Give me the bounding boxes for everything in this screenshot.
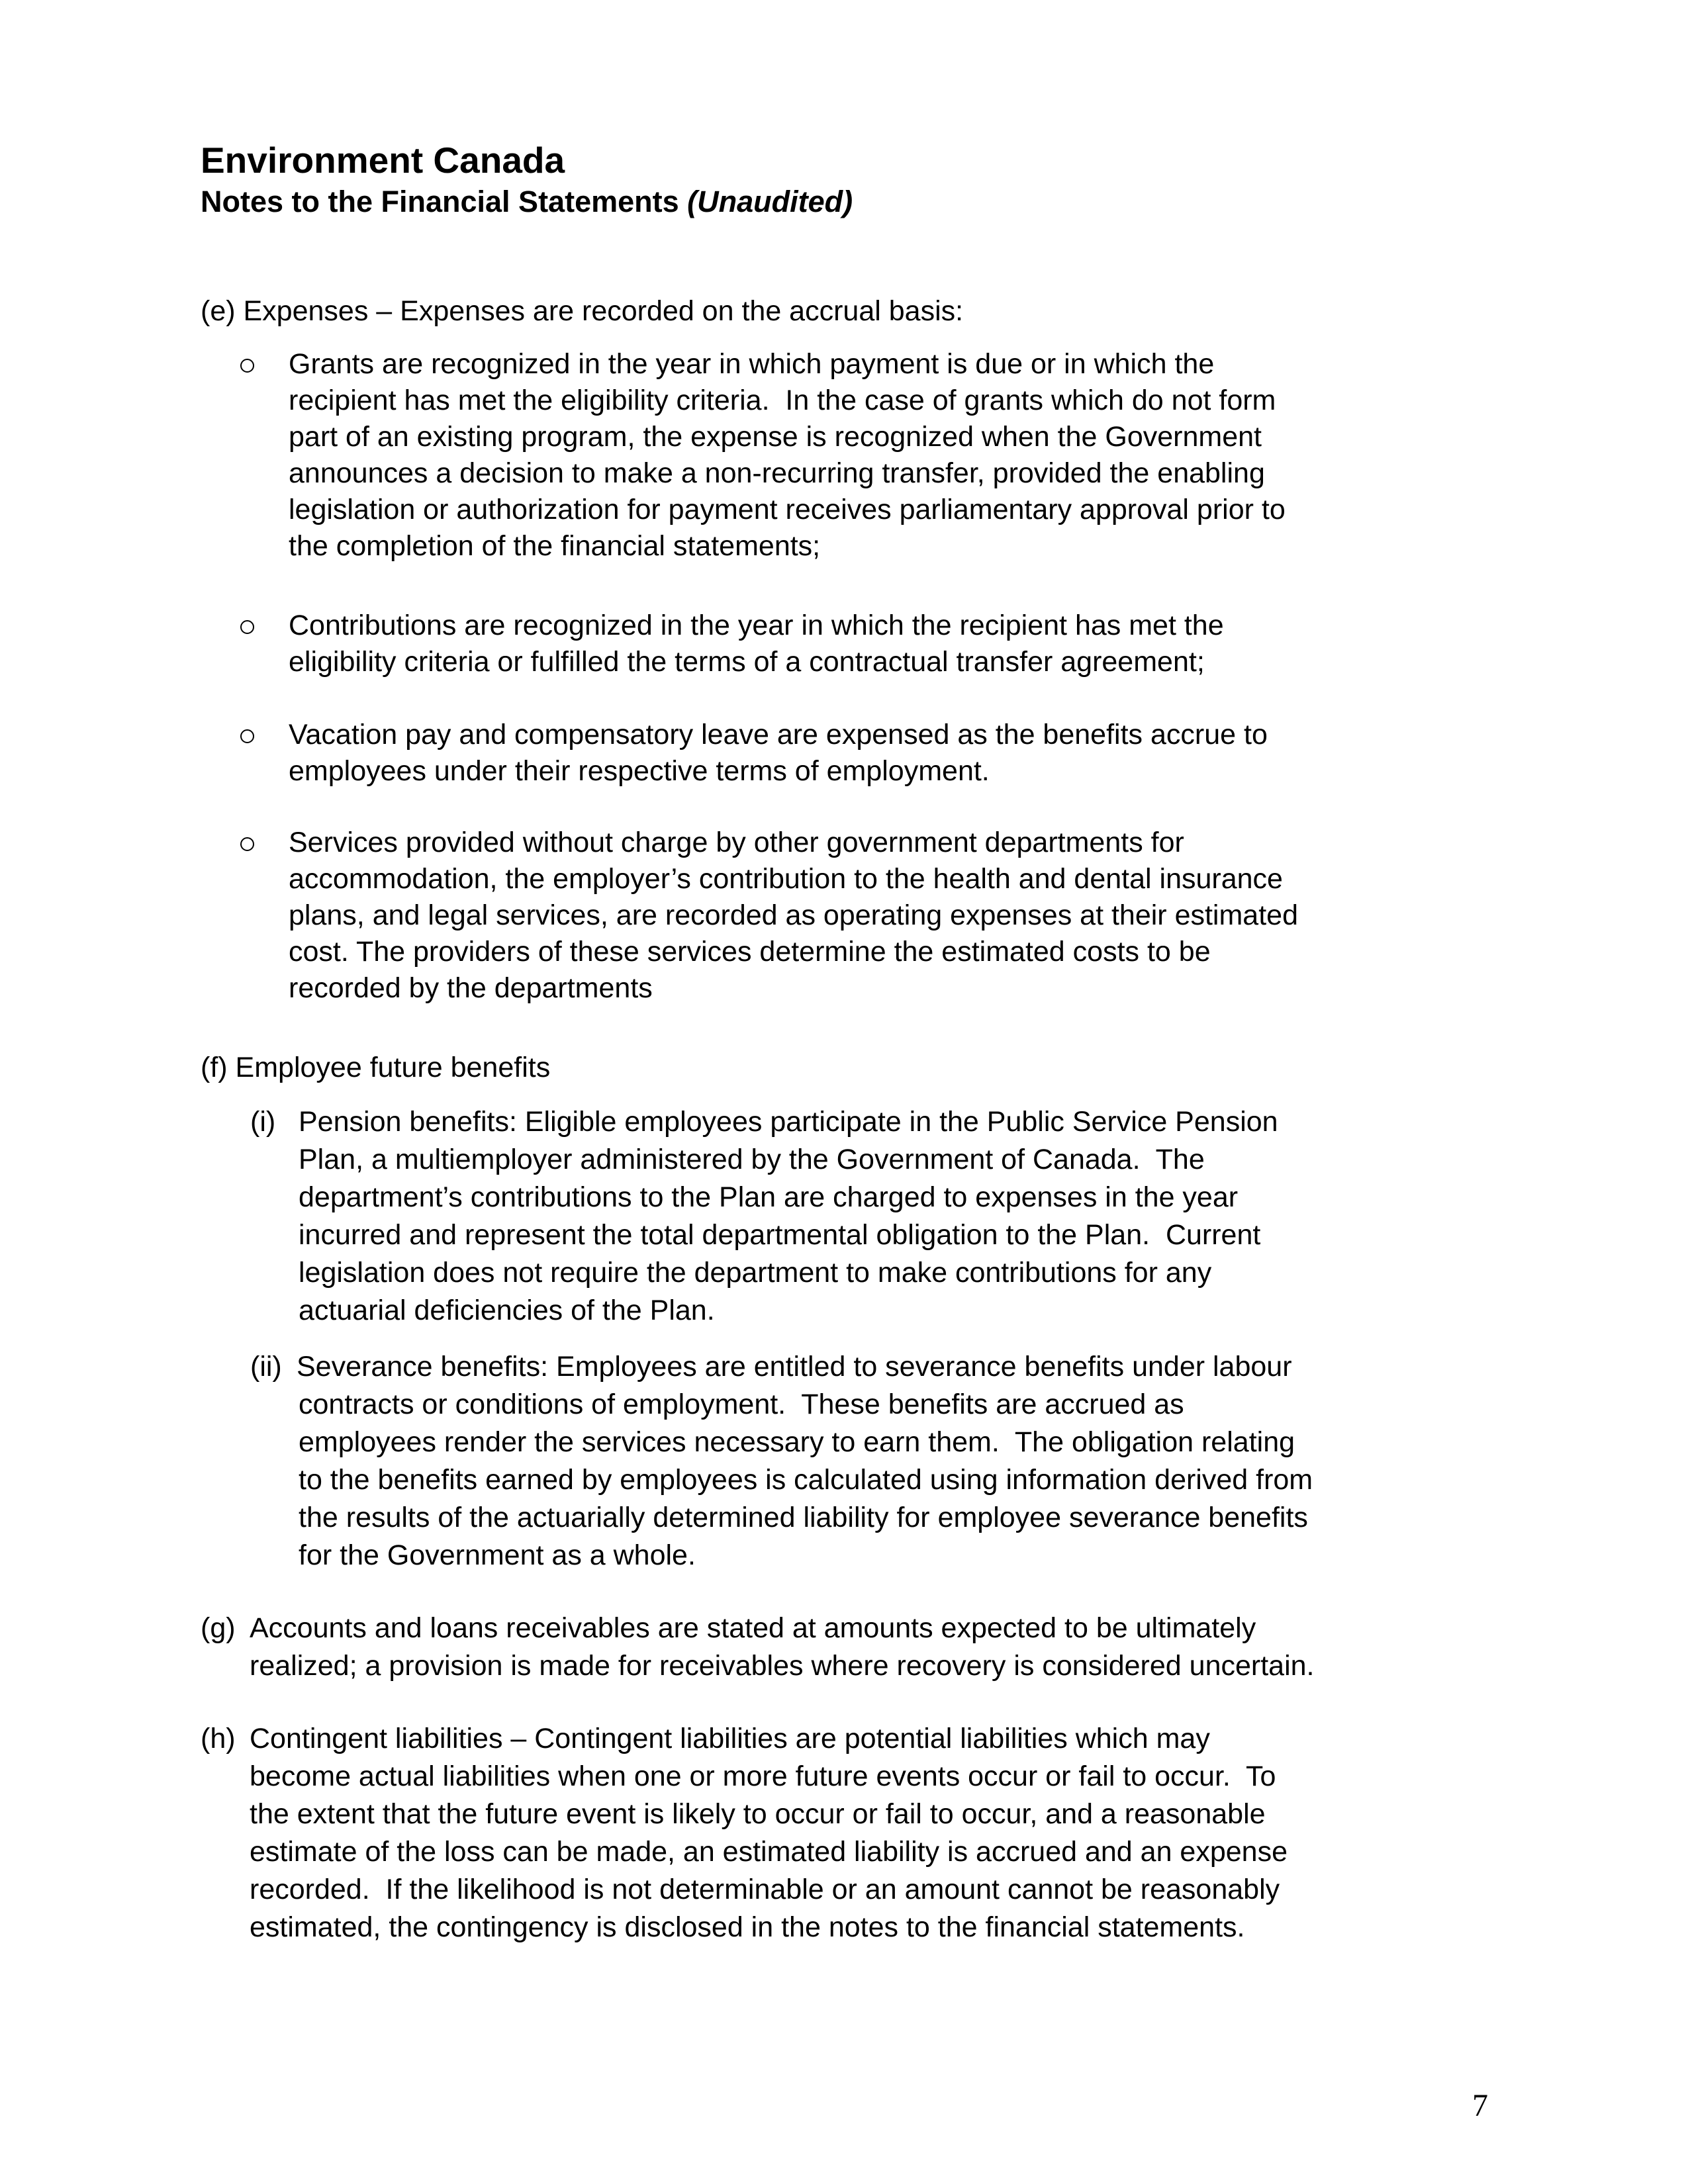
item-line: contracts or conditions of employment. These benefits are accrued as — [299, 1388, 1184, 1420]
item-line: department’s contributions to the Plan are charged to expenses in the year — [299, 1181, 1239, 1213]
section-marker: (h) — [201, 1723, 236, 1754]
section-line: estimate of the loss can be made, an estimated liability is accrued and an expense — [250, 1836, 1288, 1868]
section-line: Contingent liabilities – Contingent liabilities are potential liabilities which may — [250, 1723, 1210, 1754]
hollow-circle-bullet-icon — [240, 359, 254, 373]
document-subtitle — [201, 187, 853, 216]
item-line: the results of the actuarially determined liability for employee severance benefits — [299, 1502, 1308, 1533]
bullet-line: Services provided without charge by other government departments for — [289, 827, 1184, 858]
bullet-line: recipient has met the eligibility criteria. In the case of grants which do not form — [289, 385, 1276, 416]
bullet-line: eligibility criteria or fulfilled the terms of a contractual transfer agreement; — [289, 646, 1205, 678]
section-heading: (f) Employee future benefits — [201, 1052, 551, 1083]
item-line: incurred and represent the total departmental obligation to the Plan. Current — [299, 1219, 1261, 1251]
item-marker: (ii) — [250, 1351, 282, 1383]
hollow-circle-bullet-icon — [240, 837, 254, 851]
item-line: legislation does not require the department to make contributions for any — [299, 1257, 1212, 1289]
item-marker: (i) — [250, 1106, 276, 1138]
bullet-line: Vacation pay and compensatory leave are expensed as the benefits accrue to — [289, 719, 1268, 751]
bullet-line: employees under their respective terms of employment. — [289, 755, 990, 787]
subtitle-text: Notes to the Financial Statements — [201, 185, 679, 218]
item-line: for the Government as a whole. — [299, 1539, 696, 1571]
item-line: Severance benefits: Employees are entitled to severance benefits under labour — [297, 1351, 1292, 1383]
item-line: Plan, a multiemployer administered by the Government of Canada. The — [299, 1144, 1205, 1175]
item-line: employees render the services necessary to earn them. The obligation relating — [299, 1426, 1295, 1458]
bullet-line: recorded by the departments — [289, 972, 653, 1004]
section-heading: (e) Expenses – Expenses are recorded on the accrual basis: — [201, 295, 964, 327]
bullet-line: the completion of the financial statements; — [289, 530, 821, 562]
bullet-line: cost. The providers of these services determine the estimated costs to be — [289, 936, 1211, 968]
section-line: realized; a provision is made for receivables where recovery is considered uncertain. — [250, 1650, 1315, 1682]
hollow-circle-bullet-icon — [240, 620, 254, 634]
bullet-line: Grants are recognized in the year in which payment is due or in which the — [289, 348, 1215, 380]
bullet-line: legislation or authorization for payment receives parliamentary approval prior to — [289, 494, 1286, 525]
item-line: to the benefits earned by employees is calculated using information derived from — [299, 1464, 1313, 1496]
bullet-line: plans, and legal services, are recorded as operating expenses at their estimated — [289, 899, 1298, 931]
section-marker: (g) — [201, 1612, 236, 1644]
bullet-line: part of an existing program, the expense is recognized when the Government — [289, 421, 1262, 453]
page-number: 7 — [1472, 2088, 1488, 2123]
item-line: actuarial deficiencies of the Plan. — [299, 1295, 715, 1326]
unaudited-qualifier: (Unaudited) — [687, 185, 853, 218]
section-line: estimated, the contingency is disclosed in the notes to the financial statements. — [250, 1911, 1245, 1943]
bullet-line: Contributions are recognized in the year in which the recipient has met the — [289, 610, 1224, 641]
item-line: Pension benefits: Eligible employees participate in the Public Service Pension — [299, 1106, 1278, 1138]
section-line: recorded. If the likelihood is not determinable or an amount cannot be reasonably — [250, 1874, 1280, 1905]
section-line: become actual liabilities when one or more future events occur or fail to occur. To — [250, 1760, 1276, 1792]
bullet-line: announces a decision to make a non-recurring transfer, provided the enabling — [289, 457, 1265, 489]
section-line: the extent that the future event is likely to occur or fail to occur, and a reasonable — [250, 1798, 1266, 1830]
bullet-line: accommodation, the employer’s contribution to the health and dental insurance — [289, 863, 1283, 895]
section-line: Accounts and loans receivables are stated at amounts expected to be ultimately — [250, 1612, 1256, 1644]
organization-title: Environment Canada — [201, 140, 565, 181]
hollow-circle-bullet-icon — [240, 729, 254, 743]
